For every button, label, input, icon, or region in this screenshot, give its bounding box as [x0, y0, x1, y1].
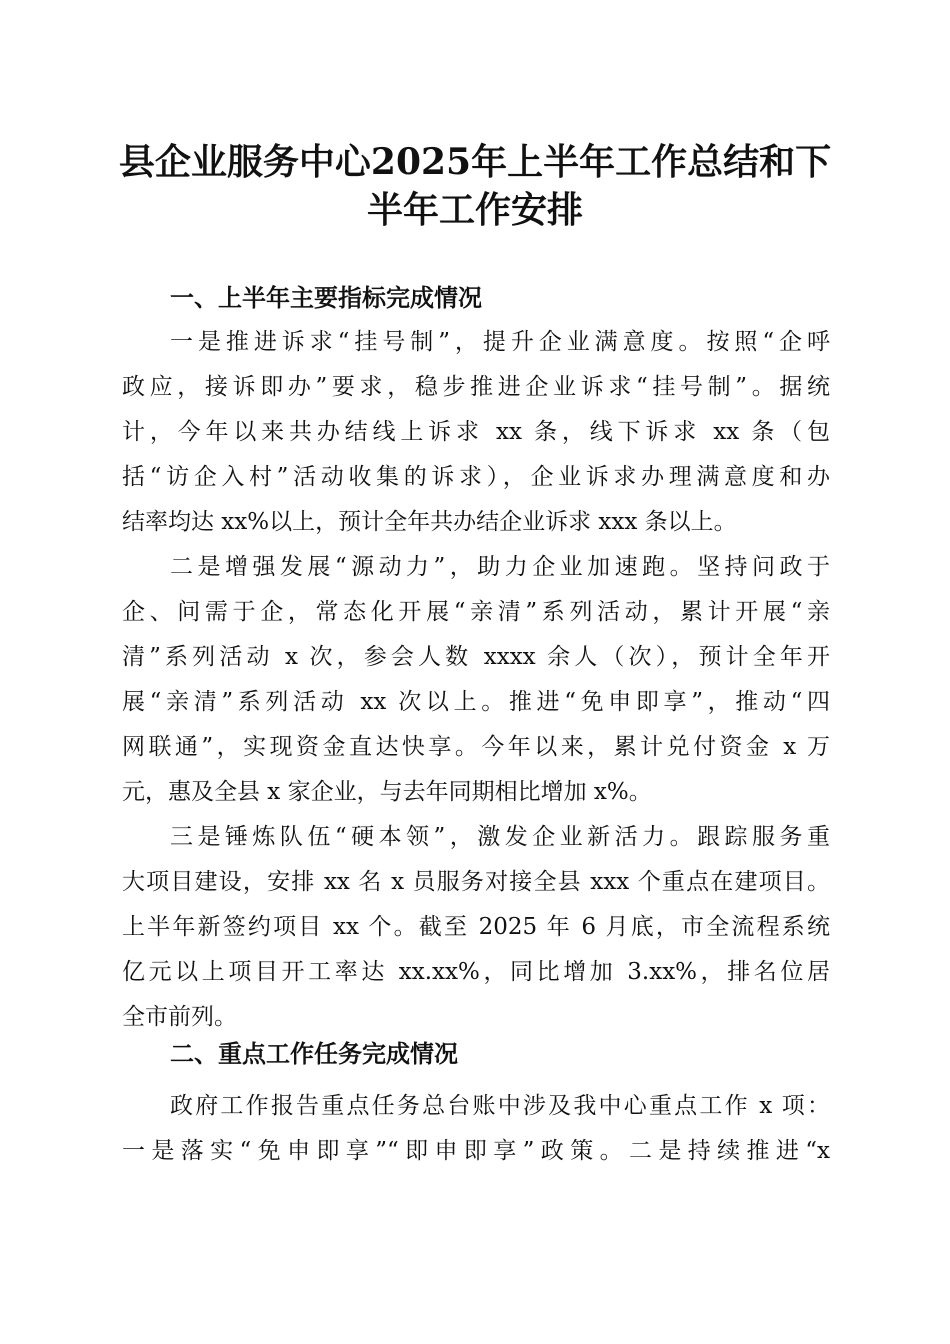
paragraph-2-line-6: 元，惠及全县 x 家企业，与去年同期相比增加 x%。 [122, 779, 652, 805]
paragraph-3-line-2: 大项目建设，安排 xx 名 x 员服务对接全县 xxx 个重点在建项目。 [122, 869, 830, 895]
section-1-heading: 一、上半年主要指标完成情况 [170, 284, 482, 312]
paragraph-3-line-4: 亿元以上项目开工率达 xx.xx%，同比增加 3.xx%，排名位居 [122, 959, 830, 985]
paragraph-2-line-5: 网联通”，实现资金直达快享。今年以来，累计兑付资金 x 万 [122, 734, 830, 760]
paragraph-4-line-2: 一是落实“免申即享”“即申即享”政策。二是持续推进“x [122, 1138, 830, 1164]
paragraph-1-line-3: 计，今年以来共办结线上诉求 xx 条，线下诉求 xx 条（包 [122, 419, 830, 445]
paragraph-3-line-3: 上半年新签约项目 xx 个。截至 2025 年 6 月底，市全流程系统 [122, 914, 830, 940]
paragraph-3-line-5: 全市前列。 [122, 1004, 237, 1030]
paragraph-1-line-5: 结率均达 xx%以上，预计全年共办结企业诉求 xxx 条以上。 [122, 509, 737, 535]
paragraph-2-line-3: 清”系列活动 x 次，参会人数 xxxx 余人（次），预计全年开 [122, 644, 830, 670]
paragraph-2-line-2: 企、问需于企，常态化开展“亲清”系列活动，累计开展“亲 [122, 599, 830, 625]
paragraph-3-line-1: 三是锤炼队伍“硬本领”，激发企业新活力。跟踪服务重 [170, 824, 830, 850]
document-title-line-1: 县企业服务中心2025年上半年工作总结和下 [118, 141, 832, 183]
paragraph-4-line-1: 政府工作报告重点任务总台账中涉及我中心重点工作 x 项： [170, 1093, 830, 1119]
paragraph-1-line-4: 括“访企入村”活动收集的诉求），企业诉求办理满意度和办 [122, 464, 830, 490]
section-2-heading: 二、重点工作任务完成情况 [170, 1040, 458, 1068]
paragraph-1-line-1: 一是推进诉求“挂号制”，提升企业满意度。按照“企呼 [170, 329, 830, 355]
paragraph-2-line-1: 二是增强发展“源动力”，助力企业加速跑。坚持问政于 [170, 554, 830, 580]
document-title-line-2: 半年工作安排 [366, 189, 583, 231]
paragraph-2-line-4: 展“亲清”系列活动 xx 次以上。推进“免申即享”，推动“四 [122, 689, 830, 715]
paragraph-1-line-2: 政应，接诉即办”要求，稳步推进企业诉求“挂号制”。据统 [122, 374, 830, 400]
